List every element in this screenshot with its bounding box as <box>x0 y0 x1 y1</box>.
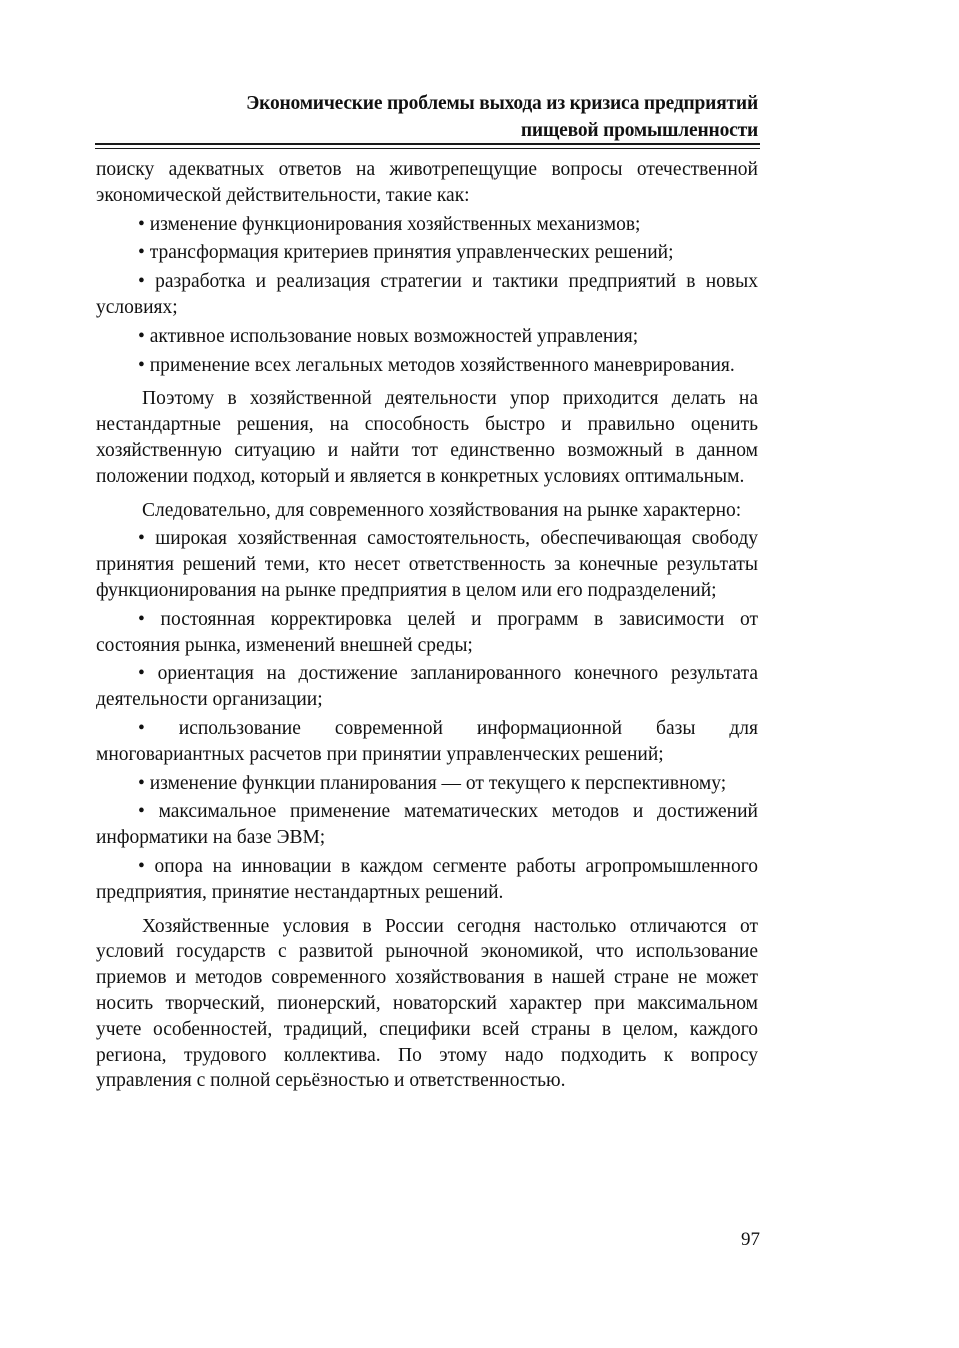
intro-paragraph: поиску адекватных ответов на животрепещущие вопросы отечественной экономической действительности, такие как: <box>96 159 758 206</box>
list-item: • широкая хозяйственная самостоятельность, обеспечивающая свободу принятия решений теми, кто несет ответственность за конечные результаты функционирования на рынке предприятия в целом или его подразделений; <box>96 528 758 601</box>
paragraph: Поэтому в хозяйственной деятельности упор приходится делать на нестандартные решения, на способность быстро и правильно оценить хозяйственную ситуацию и найти тот единственно возможный в данном положении подход, который и является в конкретных условиях оптимальным. <box>96 388 758 487</box>
header-rule-thin <box>95 148 760 149</box>
header-rule-thick <box>95 143 760 145</box>
list-item: • применение всех легальных методов хозяйственного маневрирования. <box>138 354 735 376</box>
list-item: • активное использование новых возможностей управления; <box>138 325 639 347</box>
running-header <box>150 90 758 144</box>
body-text <box>96 157 758 1094</box>
list-item: • изменение функционирования хозяйственных механизмов; <box>138 213 641 235</box>
list-item: • изменение функции планирования — от текущего к перспективному; <box>138 772 727 794</box>
list-item: • ориентация на достижение запланированного конечного результата деятельности организации; <box>96 663 758 711</box>
paragraph: Следовательно, для современного хозяйствования на рынке характерно: <box>142 499 742 521</box>
list-item: • разработка и реализация стратегии и тактики предприятий в новых условиях; <box>96 271 758 318</box>
list-item: • максимальное применение математических методов и достижений информатики на базе ЭВМ; <box>96 801 758 849</box>
list-item: • опора на инновации в каждом сегменте работы агропромышленного предприятия, принятие нестандартных решений. <box>96 855 758 903</box>
running-header-line-1: Экономические проблемы выхода из кризиса предприятий <box>246 93 758 114</box>
paragraph: Хозяйственные условия в России сегодня настолько отличаются от условий государств с развитой рыночной экономикой, что использование приемов и методов современного хозяйствования в нашей стране не может носить творческий, пионерский, новаторский характер при максимальном учете особенностей, традиций, специфики всей страны в целом, каждого региона, трудового коллектива. По этому надо подходить к вопросу управления с полной серьёзностью и ответственностью. <box>96 915 758 1092</box>
list-item: • постоянная корректировка целей и программ в зависимости от состояния рынка, изменений внешней среды; <box>96 608 758 656</box>
list-item: • трансформация критериев принятия управленческих решений; <box>138 242 674 264</box>
page-number: 97 <box>741 1229 760 1250</box>
running-header-line-2: пищевой промышленности <box>520 120 758 141</box>
list-item: • использование современной информационной базы для многовариантных расчетов при принятии управленческих решений; <box>96 717 758 765</box>
